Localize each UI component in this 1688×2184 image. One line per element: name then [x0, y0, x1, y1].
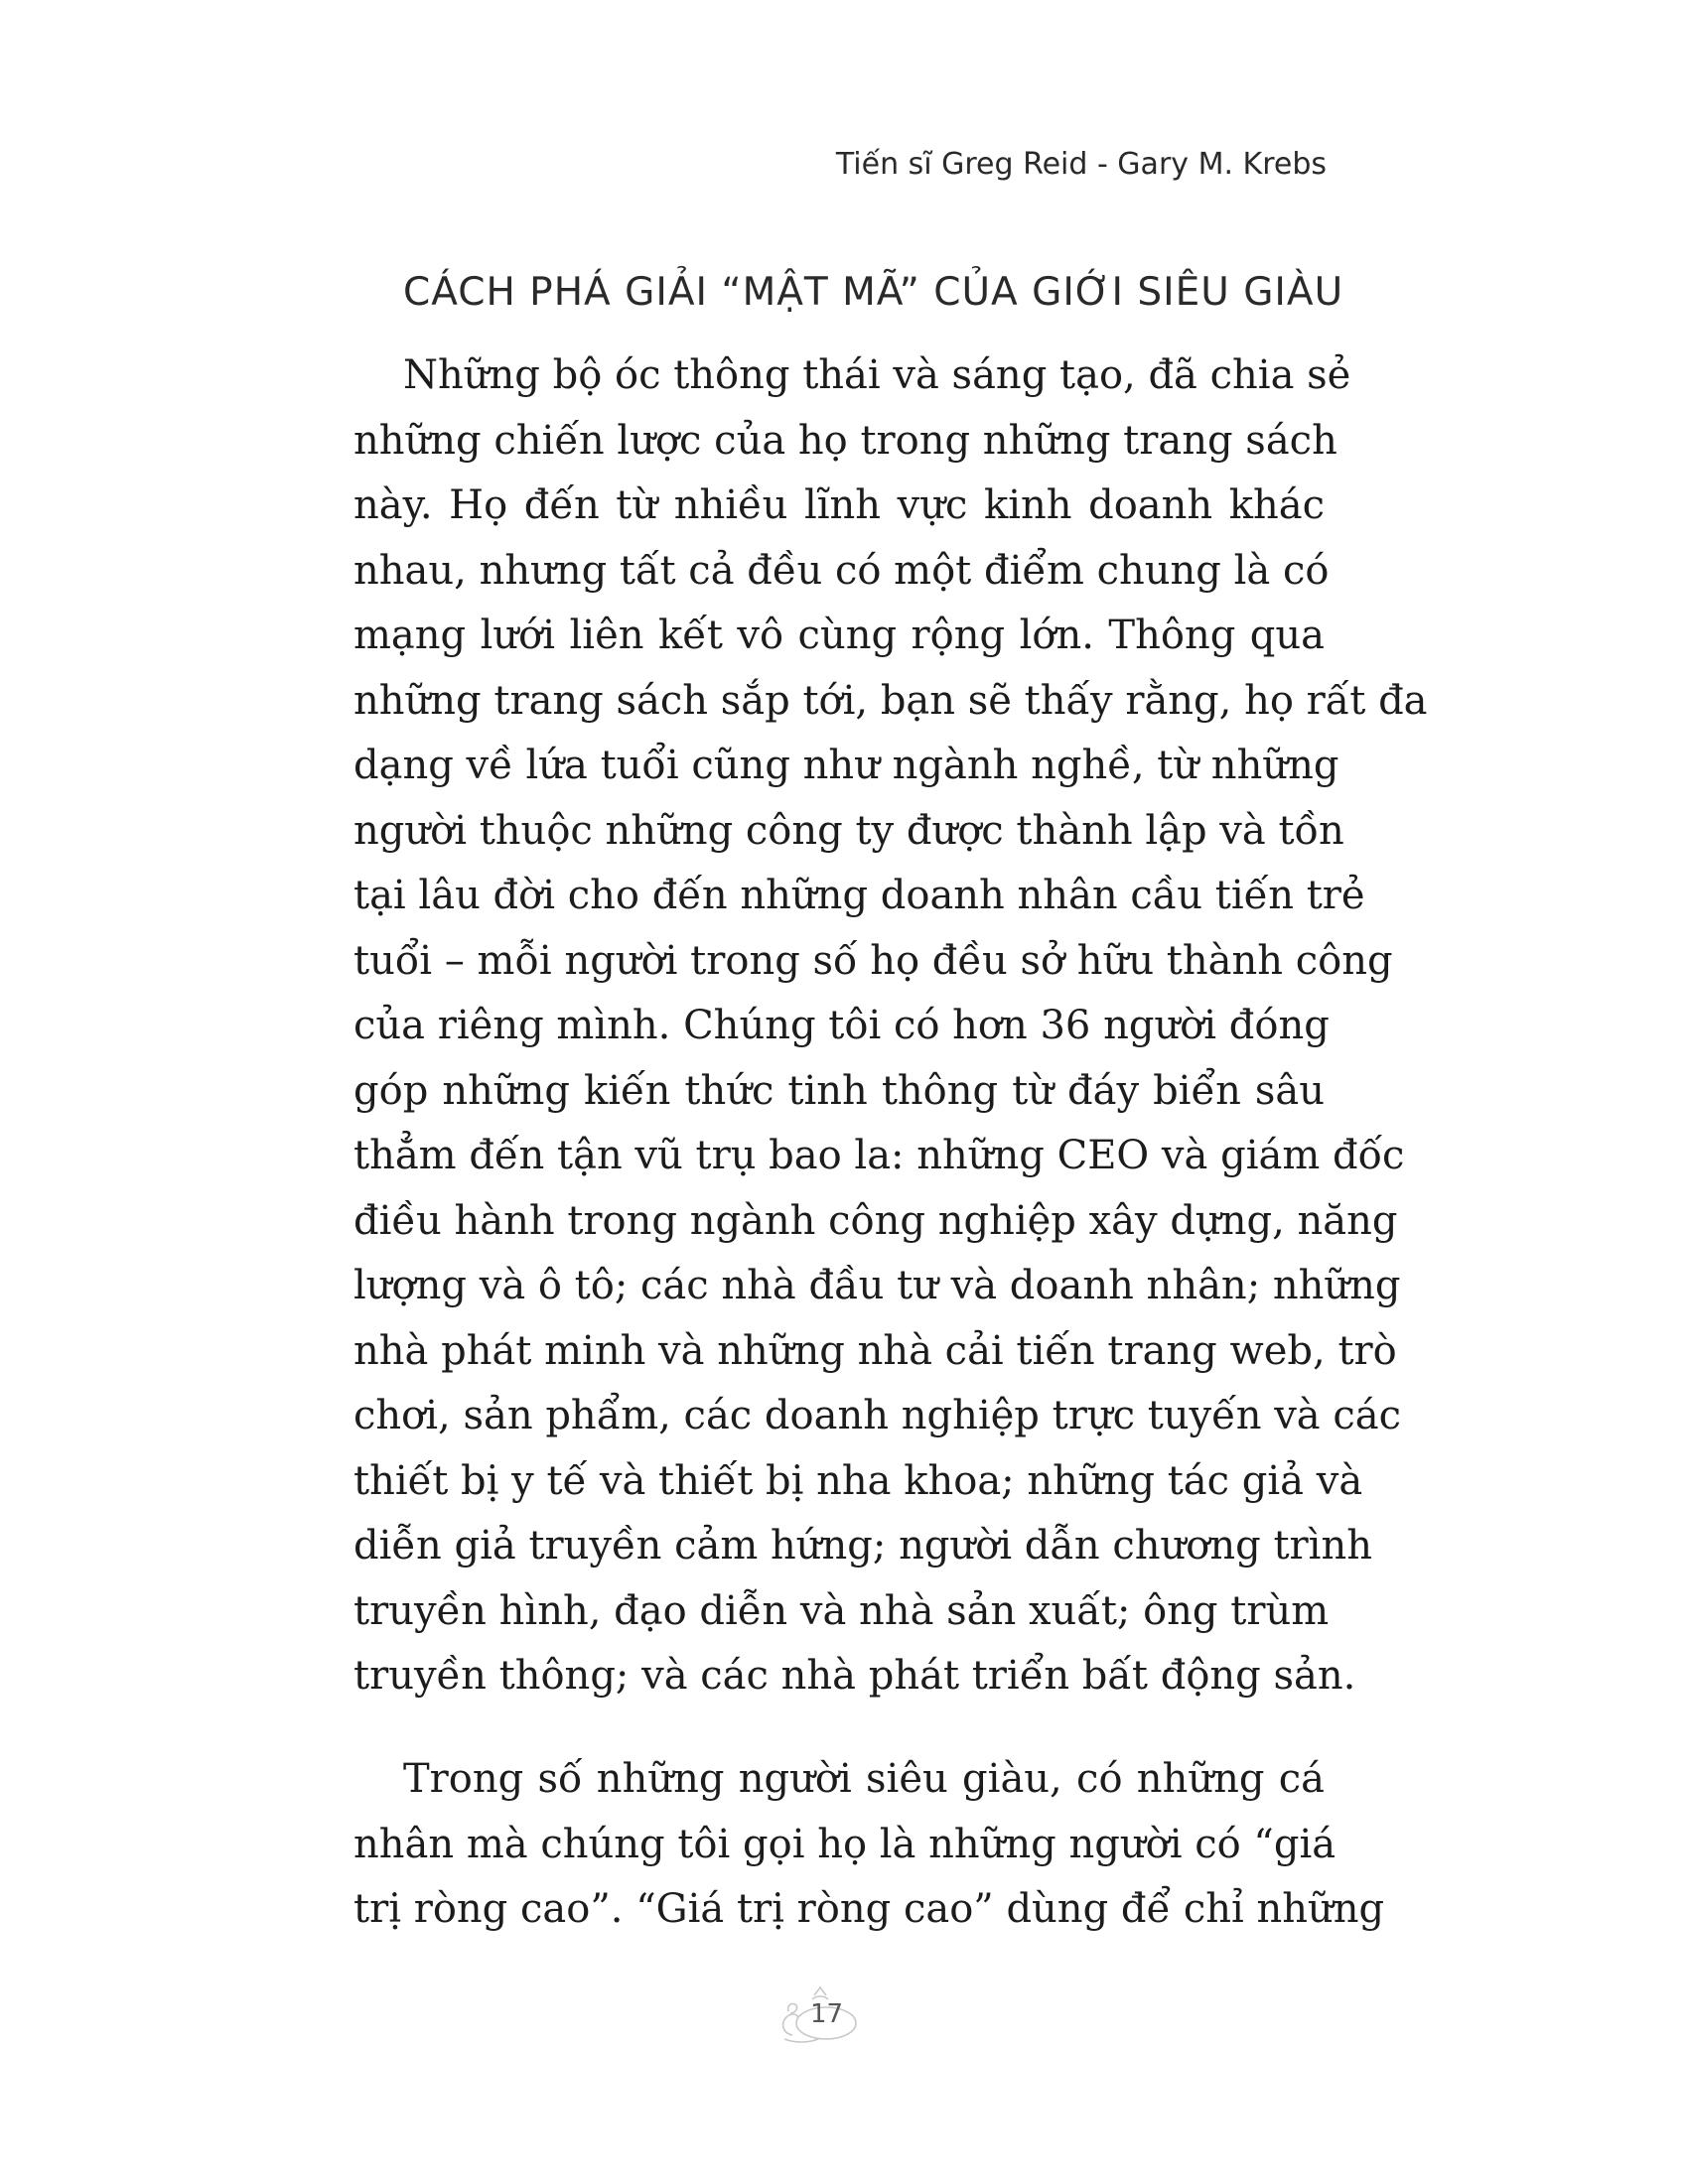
page-number: 17: [810, 1999, 844, 2029]
page-footer: [765, 1981, 864, 2045]
paragraph-line: của riêng mình. Chúng tôi có hơn 36 người đóng: [353, 1003, 1330, 1048]
running-header: Tiến sĩ Greg Reid - Gary M. Krebs: [835, 147, 1327, 182]
paragraph-line: lượng và ô tô; các nhà đầu tư và doanh nhân; những: [353, 1263, 1401, 1308]
paragraph-1: [353, 343, 1428, 1709]
paragraph-line: tại lâu đời cho đến những doanh nhân cầu tiến trẻ: [353, 873, 1365, 918]
paragraph-line: Trong số những người siêu giàu, có những cá: [403, 1756, 1325, 1802]
paragraph-line: người thuộc những công ty được thành lập và tồn: [353, 807, 1344, 854]
paragraph-line: dạng về lứa tuổi cũng như ngành nghề, từ những: [353, 743, 1339, 788]
paragraph-line: góp những kiến thức tinh thông từ đáy biển sâu: [353, 1067, 1325, 1114]
paragraph-line: thẳm đến tận vũ trụ bao la: những CEO và giám đốc: [353, 1133, 1405, 1178]
paragraph-line: những trang sách sắp tới, bạn sẽ thấy rằng, họ rất đa: [353, 677, 1428, 724]
paragraph-line: những chiến lược của họ trong những trang sách: [353, 417, 1337, 464]
paragraph-line: nhau, nhưng tất cả đều có một điểm chung là có: [353, 547, 1330, 594]
paragraph-line: trị ròng cao”. “Giá trị ròng cao” dùng để chỉ những: [353, 1886, 1385, 1932]
paragraph-line: truyền hình, đạo diễn và nhà sản xuất; ông trùm: [353, 1587, 1330, 1634]
section-heading: CÁCH PHÁ GIẢI “MẬT MÃ” CỦA GIỚI SIÊU GIÀU: [403, 270, 1344, 315]
paragraph-line: Những bộ óc thông thái và sáng tạo, đã chia sẻ: [403, 352, 1351, 398]
paragraph-line: điều hành trong ngành công nghiệp xây dựng, năng: [353, 1197, 1398, 1244]
paragraph-line: này. Họ đến từ nhiều lĩnh vực kinh doanh khác: [353, 482, 1325, 528]
paragraph-line: thiết bị y tế và thiết bị nha khoa; những tác giả và: [353, 1457, 1363, 1504]
paragraph-line: diễn giả truyền cảm hứng; người dẫn chương trình: [353, 1523, 1372, 1569]
paragraph-line: tuổi – mỗi người trong số họ đều sở hữu thành công: [353, 937, 1393, 984]
paragraph-2: [353, 1747, 1385, 1943]
paragraph-line: mạng lưới liên kết vô cùng rộng lớn. Thông qua: [353, 613, 1325, 658]
paragraph-line: nhân mà chúng tôi gọi họ là những người có “giá: [353, 1821, 1336, 1867]
paragraph-line: chơi, sản phẩm, các doanh nghiệp trực tuyến và các: [353, 1393, 1402, 1438]
paragraph-line: nhà phát minh và những nhà cải tiến trang web, trò: [353, 1327, 1397, 1374]
paragraph-line: truyền thông; và các nhà phát triển bất động sản.: [353, 1653, 1356, 1699]
